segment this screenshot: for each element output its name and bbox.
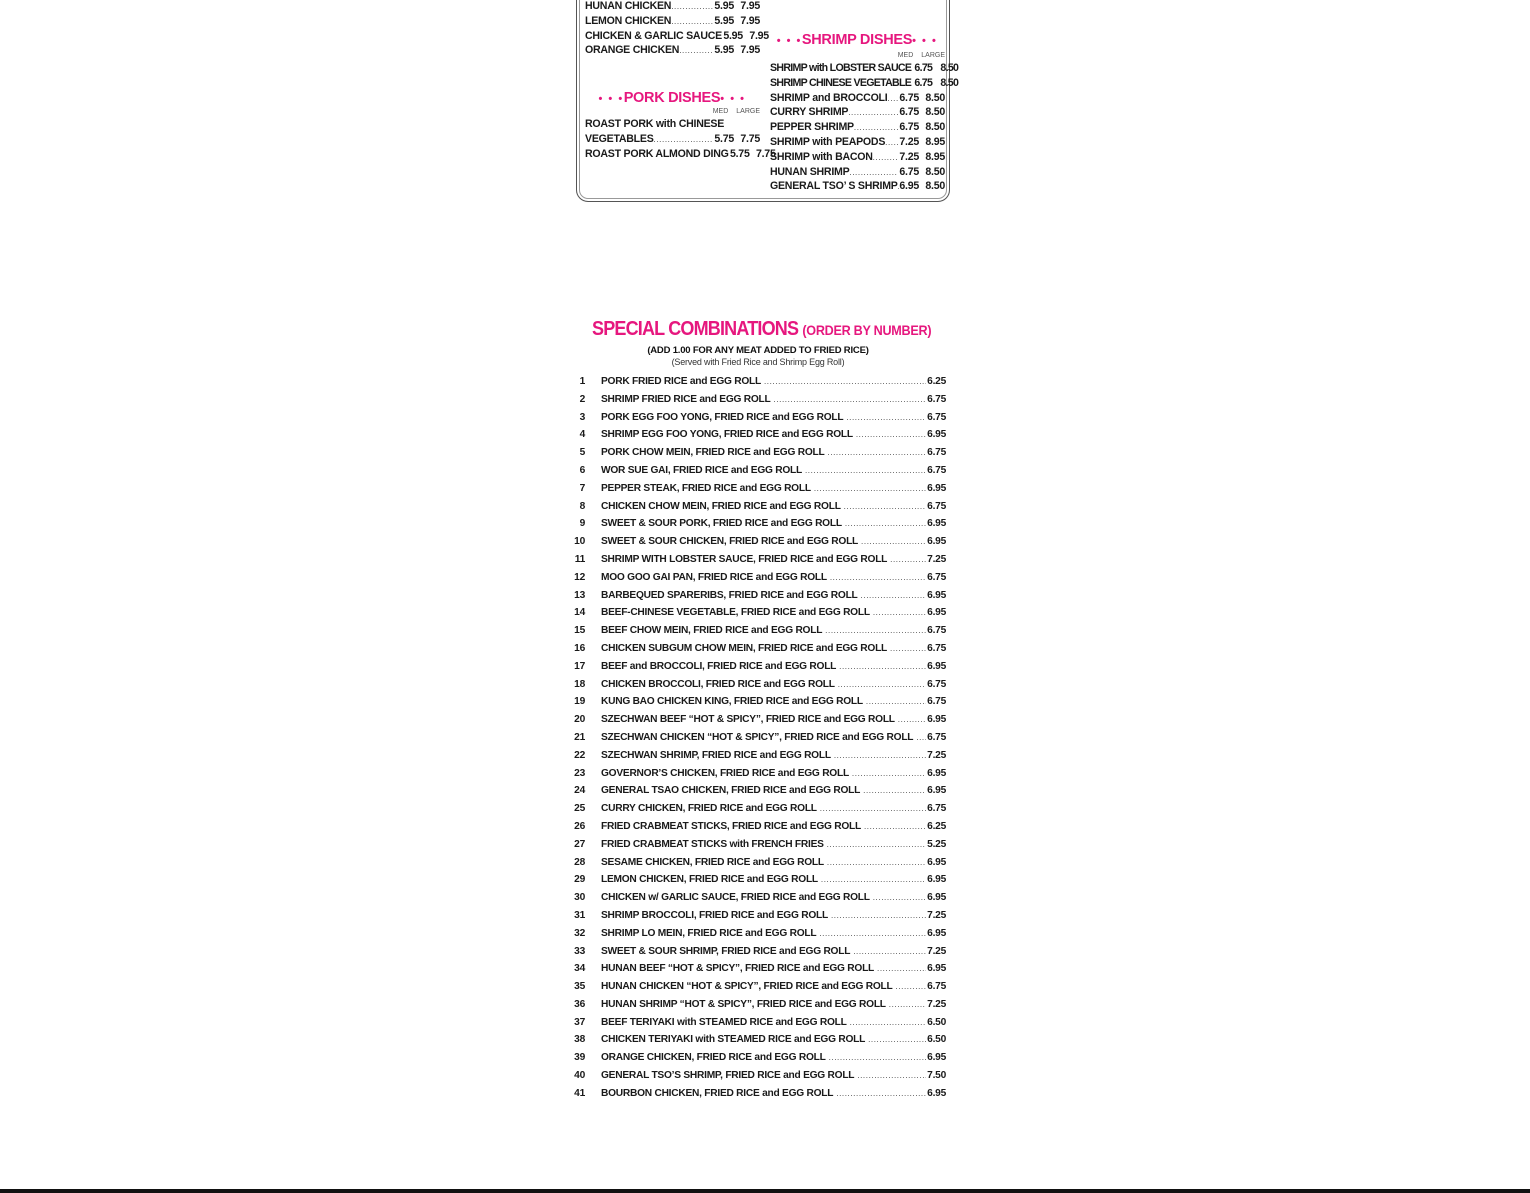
dot-leader	[877, 960, 926, 978]
combination-name: GENERAL TSAO CHICKEN, FRIED RICE and EGG ROLL	[601, 785, 861, 797]
combination-number: 40	[574, 1070, 585, 1082]
combination-price: 6.95	[927, 767, 946, 779]
dot-leader	[890, 551, 926, 569]
combination-number: 32	[574, 927, 585, 939]
combination-price: 6.95	[927, 927, 946, 939]
combination-row	[566, 426, 946, 444]
menu-item-row: HUNAN SHRIMP ..... 6.75 8.50	[770, 165, 945, 180]
combination-name: GENERAL TSO’S SHRIMP, FRIED RICE and EGG ROLL	[601, 1070, 855, 1082]
combination-number: 30	[574, 892, 585, 904]
combination-number: 29	[574, 874, 585, 886]
combination-price: 6.95	[927, 1087, 946, 1099]
combination-name: PEPPER STEAK, FRIED RICE and EGG ROLL	[601, 482, 811, 494]
combination-name: SWEET & SOUR CHICKEN, FRIED RICE and EGG ROLL	[601, 536, 859, 548]
combination-row	[566, 907, 946, 925]
dot-leader	[873, 604, 926, 622]
combination-price: 6.75	[927, 500, 946, 512]
combination-number: 23	[574, 767, 585, 779]
dot-leader	[846, 409, 926, 427]
menu-item-row: SHRIMP with PEAPODS ..... 7.25 8.95	[770, 135, 945, 150]
dot-leader	[873, 889, 926, 907]
combinations-note-meat: (ADD 1.00 FOR ANY MEAT ADDED TO FRIED RICE)	[647, 345, 869, 356]
combination-name: SHRIMP WITH LOBSTER SAUCE, FRIED RICE and EGG ROLL	[601, 553, 888, 565]
menu-item-row: LEMON CHICKEN ..... 5.95 7.95	[585, 14, 760, 29]
combination-row	[566, 1014, 946, 1032]
combination-name: BOURBON CHICKEN, FRIED RICE and EGG ROLL	[601, 1087, 834, 1099]
combination-name: PORK FRIED RICE and EGG ROLL	[601, 376, 761, 387]
combination-price: 7.25	[927, 909, 946, 921]
combination-price: 6.25	[927, 376, 946, 387]
combination-number: 36	[574, 998, 585, 1010]
dot-leader	[773, 391, 926, 409]
combination-name: BEEF CHOW MEIN, FRIED RICE and EGG ROLL	[601, 625, 823, 637]
combination-number: 17	[574, 660, 585, 672]
combination-price: 6.75	[927, 803, 946, 815]
combination-price: 6.95	[927, 589, 946, 601]
dot-leader	[890, 640, 926, 658]
combination-price: 6.50	[927, 1034, 946, 1046]
combination-number: 20	[574, 714, 585, 726]
combination-price: 6.95	[927, 963, 946, 975]
combination-number: 10	[574, 536, 585, 548]
dot-leader	[898, 711, 926, 729]
dot-leader	[866, 693, 926, 711]
combination-row	[566, 391, 946, 409]
shrimp-size-labels: MED LARGE	[897, 52, 945, 59]
menu-item-row: SHRIMP CHINESE VEGETABLE 6.75 8.50	[770, 76, 959, 89]
combination-number: 12	[574, 571, 585, 583]
combination-number: 11	[574, 553, 585, 565]
dot-leader	[864, 818, 926, 836]
combination-name: SHRIMP FRIED RICE and EGG ROLL	[601, 393, 771, 405]
combination-row	[566, 604, 946, 622]
menu-item-row: GENERAL TSO’ S SHRIMP ..... 6.95 8.50	[770, 179, 945, 194]
combination-number: 15	[574, 625, 585, 637]
combination-number: 27	[574, 838, 585, 850]
combination-number: 28	[574, 856, 585, 868]
dot-leader	[861, 533, 926, 551]
combination-row	[566, 1067, 946, 1085]
combination-row	[566, 782, 946, 800]
dot-leader	[845, 515, 926, 533]
combination-row	[566, 640, 946, 658]
combination-row	[566, 889, 946, 907]
combination-number: 21	[574, 731, 585, 743]
combination-number: 19	[574, 696, 585, 708]
combination-name: SZECHWAN BEEF “HOT & SPICY”, FRIED RICE and EGG ROLL	[601, 714, 895, 726]
shrimp-dishes-list	[770, 61, 959, 194]
combination-name: CHICKEN w/ GARLIC SAUCE, FRIED RICE and EGG ROLL	[601, 892, 870, 904]
combination-price: 6.95	[927, 856, 946, 868]
combination-price: 6.75	[927, 731, 946, 743]
dot-leader	[827, 854, 926, 872]
chicken-dishes-partial	[585, 0, 769, 58]
combination-number: 24	[574, 785, 585, 797]
menu-item-row: CURRY SHRIMP ..... 6.75 8.50	[770, 105, 945, 120]
dot-leader	[852, 765, 926, 783]
dot-leader	[839, 658, 926, 676]
combination-price: 7.25	[927, 553, 946, 565]
menu-item-row: ORANGE CHICKEN ..... 5.95 7.95	[585, 43, 760, 58]
combination-row	[566, 569, 946, 587]
combination-row	[566, 871, 946, 889]
combination-name: BEEF and BROCCOLI, FRIED RICE and EGG ROLL	[601, 660, 837, 672]
combination-row	[566, 462, 946, 480]
menu-item-row: HUNAN CHICKEN ..... 5.95 7.95	[585, 0, 760, 14]
combination-price: 6.95	[927, 429, 946, 441]
combination-number: 5	[579, 447, 585, 459]
combination-name: SZECHWAN CHICKEN “HOT & SPICY”, FRIED RICE and EGG ROLL	[601, 731, 914, 743]
combination-name: GOVERNOR’S CHICKEN, FRIED RICE and EGG ROLL	[601, 767, 849, 779]
combination-name: SHRIMP EGG FOO YONG, FRIED RICE and EGG ROLL	[601, 429, 853, 441]
combination-price: 7.25	[927, 945, 946, 957]
combination-number: 25	[574, 803, 585, 815]
menu-item-row: ROAST PORK ALMOND DING 5.75 7.75	[585, 147, 776, 160]
combination-price: 6.75	[927, 696, 946, 708]
dot-leader	[825, 622, 926, 640]
combination-row	[566, 978, 946, 996]
combination-price: 6.75	[927, 411, 946, 423]
combination-row	[566, 622, 946, 640]
menu-item-row: VEGETABLES ..... 5.75 7.75	[585, 132, 760, 147]
combination-price: 6.95	[927, 714, 946, 726]
combination-row	[566, 996, 946, 1014]
dot-leader	[889, 996, 926, 1014]
combination-name: CHICKEN CHOW MEIN, FRIED RICE and EGG ROLL	[601, 500, 841, 512]
dot-leader	[916, 729, 926, 747]
dot-leader	[853, 943, 926, 961]
combination-number: 14	[574, 607, 585, 619]
combination-name: BEEF TERIYAKI with STEAMED RICE and EGG ROLL	[601, 1016, 847, 1028]
dot-leader	[805, 462, 926, 480]
combination-name: HUNAN BEEF “HOT & SPICY”, FRIED RICE and EGG ROLL	[601, 963, 875, 975]
combination-number: 8	[579, 500, 585, 512]
combination-number: 3	[579, 411, 585, 423]
combination-row	[566, 747, 946, 765]
combination-name: SWEET & SOUR SHRIMP, FRIED RICE and EGG ROLL	[601, 945, 851, 957]
combination-row	[566, 800, 946, 818]
combination-row	[566, 765, 946, 783]
dot-leader	[829, 1049, 926, 1067]
combination-name: SHRIMP LO MEIN, FRIED RICE and EGG ROLL	[601, 927, 817, 939]
combination-row	[566, 818, 946, 836]
pork-size-labels: MED LARGE	[712, 108, 760, 115]
combination-number: 41	[574, 1087, 585, 1099]
combination-price: 6.75	[927, 393, 946, 405]
combination-row	[566, 1085, 946, 1103]
combination-name: BEEF-CHINESE VEGETABLE, FRIED RICE and EGG ROLL	[601, 607, 870, 619]
combination-name: SHRIMP BROCCOLI, FRIED RICE and EGG ROLL	[601, 909, 828, 921]
dot-leader	[861, 587, 926, 605]
combination-row	[566, 498, 946, 516]
combination-number: 38	[574, 1034, 585, 1046]
combination-number: 34	[574, 963, 585, 975]
shrimp-dishes-heading: • • •SHRIMP DISHES• • •	[776, 32, 938, 48]
combination-row	[566, 533, 946, 551]
combination-row	[566, 854, 946, 872]
combination-price: 6.95	[927, 536, 946, 548]
combination-row	[566, 960, 946, 978]
combination-row	[566, 943, 946, 961]
combination-number: 37	[574, 1016, 585, 1028]
combination-row	[566, 836, 946, 854]
dot-leader	[856, 426, 926, 444]
combination-price: 6.75	[927, 571, 946, 583]
pork-dishes-list	[585, 117, 776, 161]
combination-price: 6.95	[927, 874, 946, 886]
combination-price: 6.95	[927, 660, 946, 672]
combination-price: 6.75	[927, 642, 946, 654]
combination-name: PORK CHOW MEIN, FRIED RICE and EGG ROLL	[601, 447, 825, 459]
combination-number: 6	[579, 464, 585, 476]
combination-price: 6.95	[927, 607, 946, 619]
menu-item-line: ROAST PORK with CHINESE	[585, 118, 725, 130]
combination-price: 6.95	[927, 892, 946, 904]
bottom-rule	[0, 1189, 1530, 1193]
combination-name: SWEET & SOUR PORK, FRIED RICE and EGG ROLL	[601, 518, 842, 530]
dot-leader	[857, 1067, 926, 1085]
combination-name: CURRY CHICKEN, FRIED RICE and EGG ROLL	[601, 803, 817, 815]
combination-number: 26	[574, 820, 585, 832]
combination-number: 9	[579, 518, 585, 530]
combination-name: CHICKEN BROCCOLI, FRIED RICE and EGG ROLL	[601, 678, 835, 690]
dot-leader	[850, 1014, 926, 1032]
combination-row	[566, 925, 946, 943]
dot-leader	[896, 978, 926, 996]
dot-leader	[827, 444, 926, 462]
combinations-note-served: (Served with Fried Rice and Shrimp Egg Roll)	[671, 357, 845, 367]
combination-number: 22	[574, 749, 585, 761]
combination-price: 6.75	[927, 464, 946, 476]
combination-row	[566, 1049, 946, 1067]
dot-leader	[838, 676, 926, 694]
combination-price: 7.50	[927, 1070, 946, 1082]
combination-number: 16	[574, 642, 585, 654]
combination-price: 6.50	[927, 1016, 946, 1028]
combination-row	[566, 711, 946, 729]
combination-name: SZECHWAN SHRIMP, FRIED RICE and EGG ROLL	[601, 749, 831, 761]
dot-leader	[863, 782, 926, 800]
combination-number: 4	[579, 429, 585, 441]
combination-price: 6.95	[927, 1052, 946, 1064]
dot-leader	[827, 836, 926, 854]
combination-name: ORANGE CHICKEN, FRIED RICE and EGG ROLL	[601, 1052, 826, 1064]
combination-number: 31	[574, 909, 585, 921]
combination-name: HUNAN SHRIMP “HOT & SPICY”, FRIED RICE and EGG ROLL	[601, 998, 886, 1010]
dot-leader	[821, 871, 926, 889]
dot-leader	[831, 907, 926, 925]
dot-leader	[819, 925, 926, 943]
dot-leader	[844, 498, 926, 516]
combination-price: 7.25	[927, 749, 946, 761]
menu-item-row: PEPPER SHRIMP ..... 6.75 8.50	[770, 120, 945, 135]
combination-name: FRIED CRABMEAT STICKS, FRIED RICE and EGG ROLL	[601, 820, 861, 832]
combination-price: 6.75	[927, 981, 946, 993]
combinations-list	[566, 373, 946, 1103]
combination-name: CHICKEN TERIYAKI with STEAMED RICE and EGG ROLL	[601, 1034, 866, 1046]
combination-row	[566, 676, 946, 694]
menu-item-row: SHRIMP and BROCCOLI ..... 6.75 8.50	[770, 91, 945, 106]
combination-name: CHICKEN SUBGUM CHOW MEIN, FRIED RICE and EGG ROLL	[601, 642, 888, 654]
combination-price: 6.75	[927, 625, 946, 637]
combination-name: FRIED CRABMEAT STICKS with FRENCH FRIES	[601, 838, 824, 850]
combination-name: SESAME CHICKEN, FRIED RICE and EGG ROLL	[601, 856, 824, 868]
combination-number: 33	[574, 945, 585, 957]
combination-row	[566, 658, 946, 676]
dot-leader	[834, 747, 926, 765]
combination-row	[566, 373, 946, 391]
dot-leader	[868, 1031, 926, 1049]
menu-item-row: SHRIMP with LOBSTER SAUCE 6.75 8.50	[770, 62, 959, 74]
combination-name: HUNAN CHICKEN “HOT & SPICY”, FRIED RICE and EGG ROLL	[601, 981, 893, 993]
dot-leader	[820, 800, 926, 818]
combination-row	[566, 693, 946, 711]
combination-name: MOO GOO GAI PAN, FRIED RICE and EGG ROLL	[601, 571, 827, 583]
special-combinations-title: SPECIAL COMBINATIONS (ORDER BY NUMBER)	[592, 318, 932, 340]
combination-name: WOR SUE GAI, FRIED RICE and EGG ROLL	[601, 464, 802, 476]
combination-name: PORK EGG FOO YONG, FRIED RICE and EGG ROLL	[601, 411, 844, 423]
combination-row	[566, 551, 946, 569]
combination-row	[566, 515, 946, 533]
combination-price: 6.75	[927, 447, 946, 459]
combination-row	[566, 587, 946, 605]
combination-number: 35	[574, 981, 585, 993]
combination-number: 18	[574, 678, 585, 690]
combination-number: 7	[579, 482, 585, 494]
menu-item-row: CHICKEN & GARLIC SAUCE 5.95 7.95	[585, 29, 769, 42]
combination-name: LEMON CHICKEN, FRIED RICE and EGG ROLL	[601, 874, 818, 886]
combination-number: 13	[574, 589, 585, 601]
combination-price: 6.25	[927, 820, 946, 832]
combination-row	[566, 409, 946, 427]
combination-price: 6.95	[927, 482, 946, 494]
pork-dishes-heading: • • •PORK DISHES• • •	[598, 90, 746, 106]
dot-leader	[836, 1085, 926, 1103]
combination-price: 6.75	[927, 678, 946, 690]
menu-item-row: SHRIMP with BACON ..... 7.25 8.95	[770, 150, 945, 165]
combination-row	[566, 729, 946, 747]
combination-row	[566, 480, 946, 498]
combination-number: 1	[579, 376, 585, 387]
combination-row	[566, 1031, 946, 1049]
combination-number: 39	[574, 1052, 585, 1064]
combination-name: KUNG BAO CHICKEN KING, FRIED RICE and EGG ROLL	[601, 696, 863, 708]
combination-price: 5.25	[927, 838, 946, 850]
dot-leader	[830, 569, 926, 587]
combination-name: BARBEQUED SPARERIBS, FRIED RICE and EGG ROLL	[601, 589, 858, 601]
combination-price: 6.95	[927, 785, 946, 797]
dot-leader	[764, 373, 926, 391]
dot-leader	[814, 480, 926, 498]
combination-price: 6.95	[927, 518, 946, 530]
combination-price: 7.25	[927, 998, 946, 1010]
combination-row	[566, 444, 946, 462]
combination-number: 2	[579, 393, 585, 405]
